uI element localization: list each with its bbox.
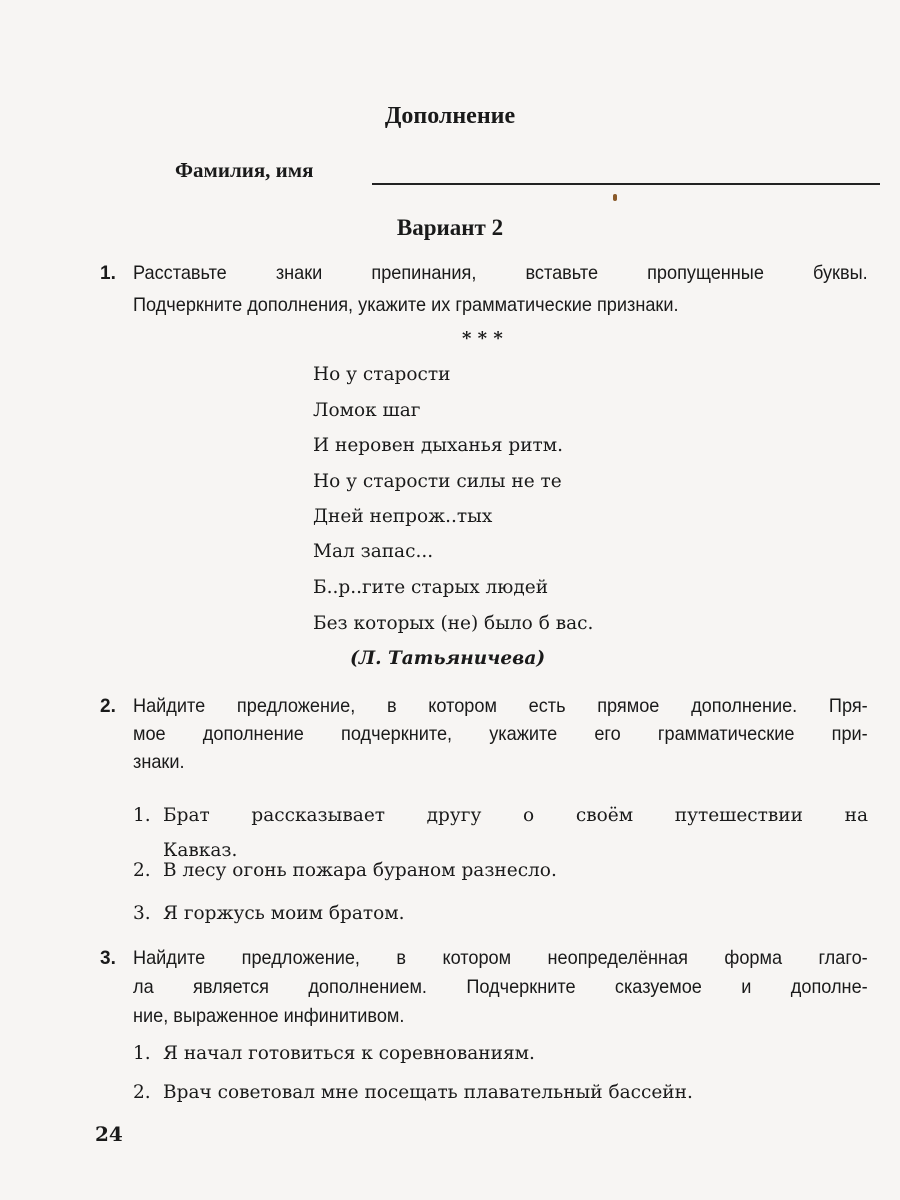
- task-3-text-line: Найдите предложение, в котором неопределённая форма глаго-: [133, 947, 868, 969]
- poem-line: И неровен дыханья ритм.: [313, 435, 564, 456]
- option-number: 1.: [133, 805, 151, 826]
- option-number: 2.: [133, 1082, 151, 1103]
- ink-spot: [613, 194, 617, 201]
- task-1-text-line: Расставьте знаки препинания, вставьте пропущенные буквы.: [133, 262, 868, 284]
- page-number: 24: [95, 1122, 123, 1146]
- poem-author: (Л. Татьяничева): [350, 648, 546, 669]
- task-2-number: 2.: [100, 696, 116, 717]
- poem-line: Ломок шаг: [313, 400, 421, 421]
- name-input-line[interactable]: [372, 183, 880, 185]
- option-text: Брат рассказывает другу о своём путешествии на: [163, 805, 868, 826]
- name-label: Фамилия, имя: [175, 158, 314, 182]
- option-text: Врач советовал мне посещать плавательный бассейн.: [163, 1082, 693, 1103]
- task-3-text-line: ние, выраженное инфинитивом.: [133, 1005, 405, 1027]
- option-number: 3.: [133, 903, 151, 924]
- poem-line: Б..р..гите старых людей: [313, 577, 549, 598]
- poem-line: Мал запас...: [313, 541, 434, 562]
- poem-separator: * * *: [462, 328, 503, 349]
- option-number: 2.: [133, 860, 151, 881]
- option-text: В лесу огонь пожара бураном разнесло.: [163, 860, 557, 881]
- task-2-text-line: мое дополнение подчеркните, укажите его грамматические при-: [133, 723, 868, 745]
- task-3-number: 3.: [100, 948, 116, 969]
- task-1-number: 1.: [100, 263, 116, 284]
- task-2-text-line: знаки.: [133, 751, 185, 773]
- poem-line: Но у старости: [313, 364, 451, 385]
- task-2-text-line: Найдите предложение, в котором есть прямое дополнение. Пря-: [133, 695, 868, 717]
- task-1-text-line: Подчеркните дополнения, укажите их грамматические признаки.: [133, 294, 679, 316]
- variant-heading: Вариант 2: [396, 215, 504, 240]
- poem-line: Без которых (не) было б вас.: [313, 613, 594, 634]
- poem-line: Но у старости силы не те: [313, 471, 562, 492]
- poem-line: Дней непрож..тых: [313, 506, 493, 527]
- option-number: 1.: [133, 1043, 151, 1064]
- task-3-text-line: ла является дополнением. Подчеркните сказуемое и дополне-: [133, 976, 868, 998]
- option-text: Кавказ.: [163, 840, 238, 861]
- page-title: Дополнение: [384, 103, 516, 129]
- option-text: Я горжусь моим братом.: [163, 903, 405, 924]
- option-text: Я начал готовиться к соревнованиям.: [163, 1043, 535, 1064]
